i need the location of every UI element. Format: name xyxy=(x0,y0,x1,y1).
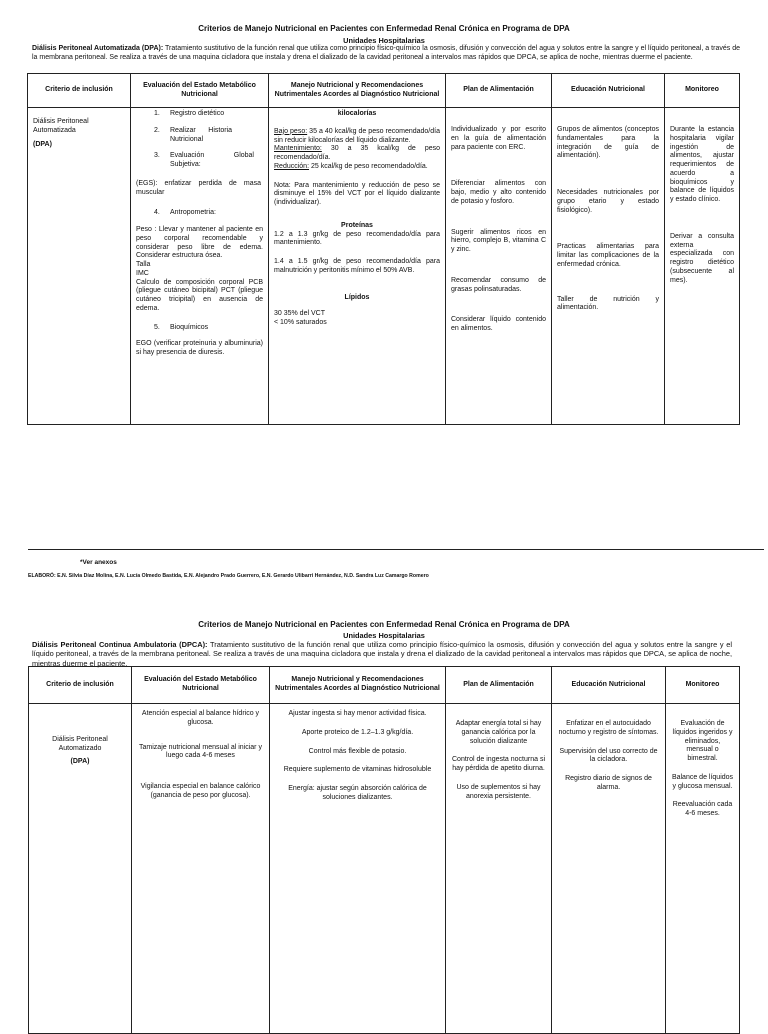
doc2-plan-p2: Control de ingesta nocturna si hay pérdida de apetito diurna. xyxy=(452,756,545,772)
doc2-man-p3: Control más flexible de potasio. xyxy=(308,747,407,755)
doc2-header-monitoreo: Monitoreo xyxy=(666,667,740,704)
doc1-header-educacion: Educación Nutricional xyxy=(552,74,665,108)
doc1-kcal-title: kilocalorías xyxy=(337,110,377,117)
doc2-edu-p3: Registro diario de signos de alarma. xyxy=(565,775,652,791)
doc2-plan-p1: Adaptar energía total si hay ganancia calórica por la solución dializante xyxy=(455,720,542,745)
doc1-header-plan: Plan de Alimentación xyxy=(446,74,552,108)
doc1-col-criterio xyxy=(28,108,130,155)
doc1-table xyxy=(27,73,740,425)
doc1-header-manejo: Manejo Nutricional y Recomendaciones Nutrimentales Acordes al Diagnóstico Nutricional xyxy=(269,74,446,108)
doc1-item5: Bioquímicos xyxy=(170,323,209,331)
doc1-bajo-text: 35 a 40 kcal/kg de peso recomendado/día sin reducir kilocalorías del líquido dializante. xyxy=(274,127,440,144)
doc1-plan-p5: Considerar líquido contenido en alimentos. xyxy=(451,316,546,332)
doc1-prot2: 1.4 a 1.5 gr/kg de peso recomendado/día para malnutrición y peritonitis mínimo el 50% AVB. xyxy=(274,258,440,274)
doc2-edu-p1: Enfatizar en el autocuidado nocturno y registro de síntomas. xyxy=(558,720,659,736)
doc1-lip1: 30 35% del VCT xyxy=(274,310,325,318)
doc1-edu-p1: Grupos de alimentos (conceptos fundamentales para la integración de guía de alimentación). xyxy=(557,126,659,160)
doc1-item3: Evaluación Global Subjetiva: xyxy=(170,152,254,168)
doc1-item2: Realizar Historia Nutricional xyxy=(170,126,232,143)
doc1-edu-p4: Taller de nutrición y alimentación. xyxy=(557,295,659,312)
doc1-item2-num: 2. xyxy=(154,126,160,134)
doc1-prot-title: Proteínas xyxy=(341,221,373,229)
doc2-col-educacion xyxy=(552,704,665,799)
doc2-criterio-name: Diálisis Peritoneal Automatizado xyxy=(52,736,108,752)
doc2-col-manejo xyxy=(270,704,445,809)
doc1-plan-p1: Individualizado y por escrito en la guía de alimentación para paciente con ERC. xyxy=(451,126,546,151)
doc2-plan-p3: Uso de suplementos si hay anorexia persistente. xyxy=(456,783,541,800)
doc1-bajo-label: Bajo peso: xyxy=(274,127,308,135)
doc1-mant-text: 30 a 35 kcal/kg de peso recomendado/día. xyxy=(274,145,440,161)
doc1-prot1: 1.2 a 1.3 gr/kg de peso recomendado/día para mantenimiento. xyxy=(274,230,440,247)
doc1-ego: EGO (verificar proteinuria y albuminuria) si hay presencia de diuresis. xyxy=(136,340,263,356)
doc2-edu-p2: Supervisión del uso correcto de la cicladora. xyxy=(559,747,658,764)
doc2-man-p1: Ajustar ingesta si hay menor actividad física. xyxy=(288,710,427,717)
doc2-header-educacion: Educación Nutricional xyxy=(552,667,666,704)
doc1-criterio-name: Diálisis Peritoneal Automatizada xyxy=(33,118,89,134)
doc2-intro-text: Tratamiento sustitutivo de la función renal que utiliza como principio físico-químico la osmosis, difusión y convección del agua y solutos entre la sangre y el líquido peritoneal, a través de la membrana peritoneal. Se realiza a través de una maquina cicladora que instala y drena el dializado de la cavidad peritoneal a intervalos mas rápidos que DPCA, se aplica de noche, mientras duerme el paciente. xyxy=(32,640,732,668)
doc1-plan-p3: Sugerir alimentos ricos en hierro, complejo B, vitamina C y zinc. xyxy=(451,228,546,253)
doc2-criterio-abbr: (DPA) xyxy=(70,757,90,765)
footer-annex: *Ver anexos xyxy=(80,559,117,566)
doc2-eval-p2: Tamizaje nutricional mensual al iniciar y luego cada 4-6 meses xyxy=(139,743,262,760)
doc1-header-criterio: Criterio de inclusión xyxy=(28,74,131,108)
doc2-header-evaluacion: Evaluación del Estado Metabólico Nutricional xyxy=(132,667,270,704)
doc2-intro xyxy=(32,640,732,668)
doc1-col-manejo xyxy=(269,108,445,334)
doc1-header-evaluacion: Evaluación del Estado Metabólico Nutricional xyxy=(131,74,269,108)
doc1-plan-p4: Recomendar consumo de grasas polinsaturadas. xyxy=(451,276,546,293)
doc2-mon-p2: Balance de líquidos y glucosa mensual. xyxy=(671,773,734,790)
doc1-red-text: 25 kcal/kg de peso recomendado/día. xyxy=(309,162,428,170)
doc1-lip-title: Lípidos xyxy=(344,293,370,301)
doc1-intro-text: Tratamiento sustitutivo de la función renal que utiliza como principio físico-químico la osmosis, difusión y convección del agua y solutos entre la sangre y el líquido peritoneal, a través de la membrana peritoneal. Se realiza a través de una maquina cicladora que instala y drena el dializado de la cavidad peritoneal a intervalos mas rápidos que DPCA, se aplica de noche, mientras duerme el paciente. xyxy=(32,45,740,61)
doc1-item4: Antropometria: xyxy=(170,209,216,217)
doc2-man-p4: Requiere suplemento de vitaminas hidrosoluble xyxy=(283,766,432,774)
doc2-eval-p3: Vigilancia especial en balance calórico (ganancia de peso por glucosa). xyxy=(140,783,261,799)
doc1-edu-p3: Practicas alimentarias para limitar las complicaciones de la enfermedad crónica. xyxy=(557,243,659,268)
doc1-mant-label: Mantenimiento: xyxy=(274,145,322,153)
doc2-mon-p3: Reevaluación cada 4-6 meses. xyxy=(672,801,733,817)
doc2-header-plan: Plan de Alimentación xyxy=(446,667,552,704)
doc1-lip2: < 10% saturados xyxy=(274,319,327,326)
doc1-header-monitoreo: Monitoreo xyxy=(665,74,740,108)
doc1-item4-num: 4. xyxy=(154,209,160,217)
doc2-subtitle: Unidades Hospitalarias xyxy=(343,631,425,640)
footer-divider xyxy=(28,549,764,550)
doc2-col-criterio xyxy=(29,704,131,772)
doc2-man-p2: Aporte proteico de 1.2–1.3 g/kg/día. xyxy=(301,728,414,736)
doc1-col-plan xyxy=(446,108,551,340)
doc2-title: Criterios de Manejo Nutricional en Pacientes con Enfermedad Renal Crónica en Programa de DPA xyxy=(198,620,570,629)
doc1-col-evaluacion xyxy=(131,108,268,364)
doc2-man-p5: Energía: ajustar según absorción calórica de soluciones dializantes. xyxy=(288,785,427,801)
doc1-peso: Peso : Llevar y mantener al paciente en peso corporal recomendable y considerar peso libre de edema. Considerar estructura ósea. xyxy=(136,226,263,260)
doc2-col-monitoreo xyxy=(666,704,739,825)
doc2-col-plan xyxy=(446,704,551,807)
doc1-mon-p2: Derivar a consulta externa especializada con registro dietético (subsecuente al mes). xyxy=(670,232,734,284)
doc1-intro xyxy=(32,45,740,63)
doc1-col-monitoreo xyxy=(665,108,739,291)
doc1-nota: Nota: Para mantenimiento y reducción de peso se disminuye el 15% del VCT por el líquido dializante (individualizar). xyxy=(274,181,440,206)
doc1-plan-p2: Diferenciar alimentos con bajo, medio y alto contenido de potasio y fosforo. xyxy=(451,180,546,205)
doc2-intro-term: Diálisis Peritoneal Continua Ambulatoria (DPCA): xyxy=(32,640,208,649)
doc1-edu-p2: Necesidades nutricionales por grupo etario y estado fisiológico). xyxy=(557,189,659,214)
doc2-header-manejo: Manejo Nutricional y Recomendaciones Nutrimentales Acordes al Diagnóstico Nutricional xyxy=(270,667,446,704)
doc2-header-criterio: Criterio de inclusión xyxy=(29,667,132,704)
doc1-col-educacion xyxy=(552,108,664,319)
doc1-calc: Calculo de composición corporal PCB (pliegue cutáneo bicipital) PCT (pliegue cutáneo tricipital) en ausencia de edema. xyxy=(136,278,263,312)
doc1-imc: IMC xyxy=(136,269,149,277)
doc1-talla: Talla xyxy=(136,261,151,268)
doc1-title: Criterios de Manejo Nutricional en Pacientes con Enfermedad Renal Crónica en Programa de DPA xyxy=(198,24,570,33)
doc1-red-label: Reducción: xyxy=(274,162,310,170)
doc1-criterio-abbr: (DPA) xyxy=(33,140,52,148)
doc2-table xyxy=(28,666,740,1034)
doc1-intro-term: Diálisis Peritoneal Automatizada (DPA): xyxy=(32,45,164,52)
doc2-mon-p1: Evaluación de líquidos ingeridos y eliminados, mensual o bimestral. xyxy=(672,720,733,762)
doc1-egs: (EGS): enfatizar perdida de masa muscular xyxy=(136,179,261,196)
doc2-eval-p1: Atención especial al balance hídrico y glucosa. xyxy=(141,710,260,726)
doc1-item3-num: 3. xyxy=(154,152,160,160)
doc1-item1: Registro dietético xyxy=(170,110,225,117)
doc1-subtitle: Unidades Hospitalarias xyxy=(343,36,425,45)
footer-authors: ELABORÓ: E.N. Silvia Díaz Molina, E.N. Lucía Olmedo Bastida, E.N. Alejandro Prado Guerrero, E.N. Gerardo Ulibarri Hernández, N.D. Sandra Luz Camargo Romero xyxy=(28,573,429,579)
doc1-mon-p1: Durante la estancia hospitalaria vigilar ingestión de alimentos, ajustar requerimientos de acuerdo a bioquímicos y balance de líquidos y estado clínico. xyxy=(670,126,734,203)
doc1-item5-num: 5. xyxy=(154,323,160,331)
doc1-item1-num: 1. xyxy=(154,110,160,117)
doc2-col-evaluacion xyxy=(132,704,269,807)
